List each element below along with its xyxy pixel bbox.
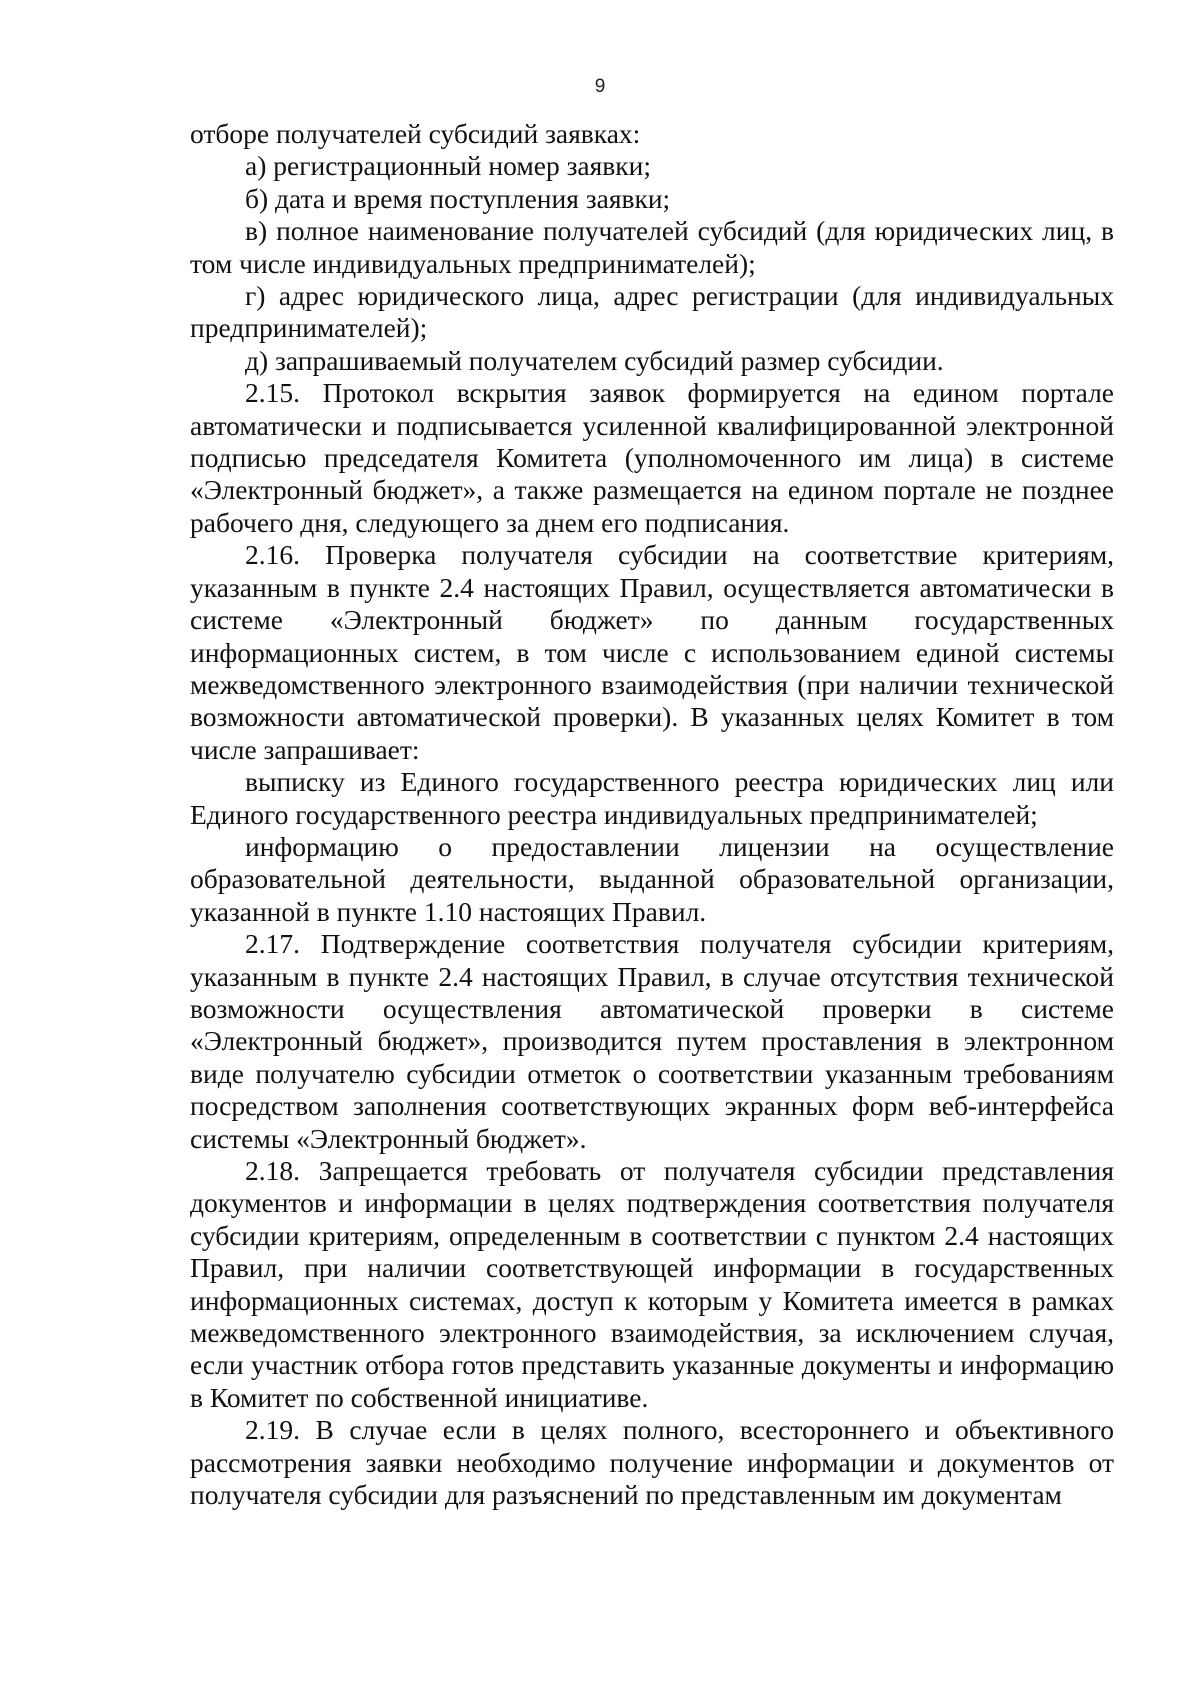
paragraph-continuation: отборе получателей субсидий заявках: <box>190 118 641 149</box>
clause-2-16-item-extract: выписку из Единого государственного реестра юридических лиц или Единого государственного реестра индивидуальных предпринимателей; <box>190 766 1114 830</box>
document-body <box>190 118 1114 1511</box>
list-item-v: в) полное наименование получателей субсидий (для юридических лиц, в том числе индивидуальных предпринимателей); <box>190 215 1114 279</box>
list-item-g: г) адрес юридического лица, адрес регистрации (для индивидуальных предпринимателей); <box>190 280 1114 344</box>
page-number: 9 <box>594 76 606 97</box>
clause-2-15: 2.15. Протокол вскрытия заявок формируется на едином портале автоматически и подписывается усиленной квалифицированной электронной подписью председателя Комитета (уполномоченного им лица) в системе «Электронный бюджет», а также размещается на едином портале не позднее рабочего дня, следующего за днем его подписания. <box>190 377 1114 538</box>
clause-2-16: 2.16. Проверка получателя субсидии на соответствие критериям, указанным в пункте 2.4 настоящих Правил, осуществляется автоматически в системе «Электронный бюджет» по данным государственных информационных систем, в том числе с использованием единой системы межведомственного электронного взаимодействия (при наличии технической возможности автоматической проверки). В указанных целях Комитет в том числе запрашивает: <box>190 539 1114 765</box>
list-item-b: б) дата и время поступления заявки; <box>245 182 671 214</box>
list-item-a: а) регистрационный номер заявки; <box>245 150 651 182</box>
clause-2-17: 2.17. Подтверждение соответствия получателя субсидии критериям, указанным в пункте 2.4 настоящих Правил, в случае отсутствия технической возможности осуществления автоматической проверки в системе «Электронный бюджет», производится путем проставления в электронном виде получателю субсидии отметок о соответствии указанным требованиям посредством заполнения соответствующих экранных форм веб-интерфейса системы «Электронный бюджет». <box>190 928 1114 1154</box>
clause-2-16-item-license: информацию о предоставлении лицензии на осуществление образовательной деятельности, выданной образовательной организации, указанной в пункте 1.10 настоящих Правил. <box>190 830 1114 927</box>
list-item-d: д) запрашиваемый получателем субсидий размер субсидии. <box>245 344 944 376</box>
clause-2-19: 2.19. В случае если в целях полного, всестороннего и объективного рассмотрения заявки необходимо получение информации и документов от получателя субсидии для разъяснений по представленным им документам <box>190 1414 1114 1511</box>
clause-2-18: 2.18. Запрещается требовать от получателя субсидии представления документов и информации в целях подтверждения соответствия получателя субсидии критериям, определенным в соответствии с пунктом 2.4 настоящих Правил, при наличии соответствующей информации в государственных информационных системах, доступ к которым у Комитета имеется в рамках межведомственного электронного взаимодействия, за исключением случая, если участник отбора готов представить указанные документы и информацию в Комитет по собственной инициативе. <box>190 1155 1114 1413</box>
